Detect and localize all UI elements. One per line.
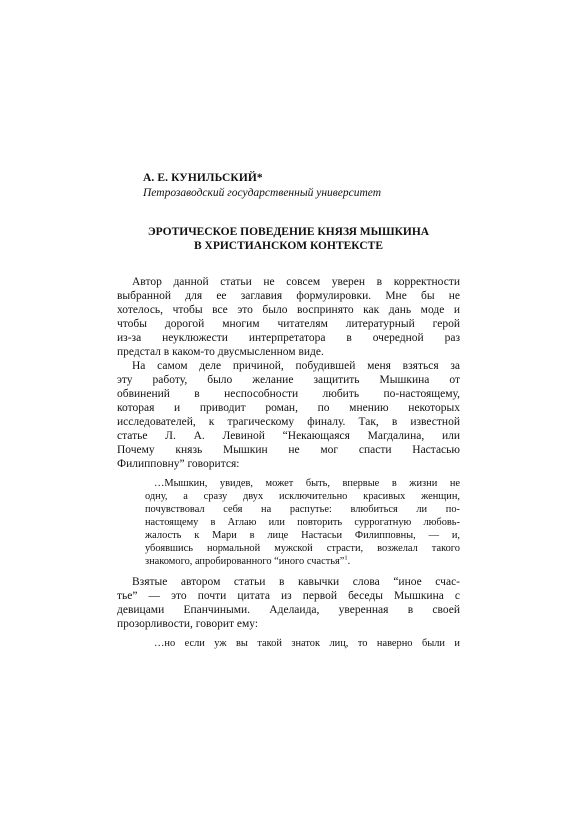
title-line: ЭРОТИЧЕСКОЕ ПОВЕДЕНИЕ КНЯЗЯ МЫШКИНА <box>147 226 430 238</box>
paragraph-3 <box>117 575 460 631</box>
text-line: выбранной для ее заглавия формулировки. Мне бы не <box>117 290 460 302</box>
quote-line: почувствовал себя на распутье: влюбиться ли по- <box>145 504 460 515</box>
text-line: из-за неуклюжести интерпретатора в очередной раз <box>117 332 460 344</box>
text-line: тье” — это почти цитата из первой беседы Мышкина с <box>117 590 460 602</box>
block-quote-2 <box>145 637 460 650</box>
quote-line: …но если уж вы такой знаток лиц, то наверно были и <box>154 638 460 649</box>
quote-end-punct: . <box>347 556 351 567</box>
article-title <box>117 225 460 253</box>
text-line: хотелось, чтобы все это было воспринято как дань моде и <box>117 304 460 316</box>
text-line: предстал в каком-то двусмысленном виде. <box>117 346 324 358</box>
text-line: эту работу, было желание защитить Мышкина от <box>117 374 460 386</box>
title-line: В ХРИСТИАНСКОМ КОНТЕКСТЕ <box>193 240 383 252</box>
text-line: Филипповну” говорится: <box>117 458 240 470</box>
paragraph-1 <box>117 275 460 359</box>
quote-line: одну, а сразу двух исключительно красивых женщин, <box>145 491 460 502</box>
quote-line-last <box>145 555 460 568</box>
text-line: Почему князь Мышкин не мог спасти Настасью <box>117 444 460 456</box>
text-line: Автор данной статьи не совсем уверен в корректности <box>132 276 460 288</box>
footnote-marker[interactable]: 1 <box>344 554 348 562</box>
quote-text: знакомого, апробированного “иного счастья” <box>145 556 345 567</box>
text-line: прозорливости, говорит ему: <box>117 618 259 630</box>
block-quote-1 <box>145 477 460 568</box>
text-line: чтобы дорогой многим читателям литературный герой <box>117 318 460 330</box>
text-line: которая и приводит роман, по мнению некоторых <box>117 402 460 414</box>
text-line: статье Л. А. Левиной “Некающаяся Магдалина, или <box>117 430 460 442</box>
text-line: На самом деле причиной, побудившей меня взяться за <box>132 360 460 372</box>
quote-line: …Мышкин, увидев, может быть, впервые в жизни не <box>154 478 460 489</box>
article-body <box>117 275 460 650</box>
author-affiliation: Петрозаводский государственный университет <box>143 187 382 199</box>
quote-line: настоящему в Аглаю или повторить суррогатную любовь- <box>145 517 460 528</box>
paragraph-2 <box>117 359 460 471</box>
author-name: А. Е. КУНИЛЬСКИЙ* <box>143 172 263 184</box>
text-line: обвинений в неспособности любить по-настоящему, <box>117 388 460 400</box>
text-line: исследователей, к трагическому финалу. Так, в известной <box>117 416 460 428</box>
quote-line: жалость к Мари в лице Настасьи Филипповны, — и, <box>145 530 460 541</box>
text-line: Взятые автором статьи в кавычки слова “иное счас- <box>132 576 460 588</box>
quote-line: убоявшись нормальной мужской страсти, возжелал такого <box>145 543 460 554</box>
article-page <box>117 170 460 650</box>
text-line: девицами Епанчиными. Аделаида, уверенная в своей <box>117 604 460 616</box>
